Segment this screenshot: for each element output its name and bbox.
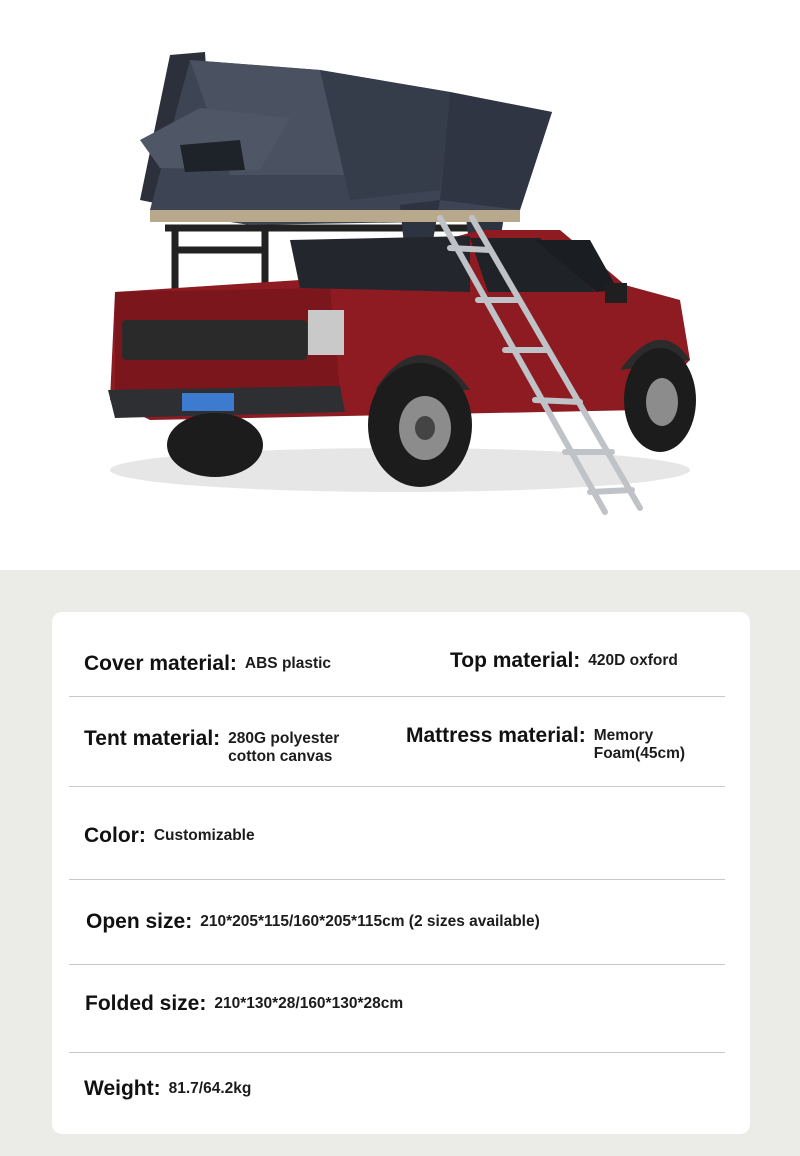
- spec-value: Customizable: [153, 827, 255, 844]
- truck-with-roof-tent-illustration: [0, 0, 800, 570]
- spec-color: [84, 824, 255, 848]
- divider: [69, 696, 725, 697]
- spec-label: Folded size:: [85, 992, 207, 1015]
- spec-value: [228, 727, 339, 766]
- spec-label: Color:: [84, 824, 146, 847]
- spec-label: Top material:: [450, 649, 581, 672]
- product-photo: [0, 0, 800, 570]
- spec-label: Weight:: [84, 1077, 161, 1100]
- spec-top-material: [450, 649, 678, 673]
- spec-card: [52, 612, 750, 1134]
- divider: [69, 786, 725, 787]
- spec-value: ABS plastic: [244, 655, 332, 672]
- spec-mattress-material: [406, 724, 685, 763]
- spec-label: Mattress material:: [406, 724, 586, 747]
- spec-value-line: Memory: [593, 727, 654, 744]
- spec-value: 81.7/64.2kg: [168, 1080, 252, 1097]
- spec-value: 420D oxford: [588, 652, 678, 669]
- spec-open-size: [86, 910, 540, 934]
- spec-label: Open size:: [86, 910, 193, 933]
- spec-value-line: Foam(45cm): [593, 745, 686, 762]
- spec-value: 210*130*28/160*130*28cm: [214, 995, 404, 1012]
- spec-label: Cover material:: [84, 652, 237, 675]
- divider: [69, 964, 725, 965]
- spec-value: [594, 724, 685, 763]
- spec-tent-material: [84, 727, 339, 766]
- spec-value-line: cotton canvas: [228, 748, 333, 765]
- spec-weight: [84, 1077, 251, 1101]
- divider: [69, 879, 725, 880]
- spec-value: 210*205*115/160*205*115cm (2 sizes available): [200, 913, 540, 930]
- spec-value-line: 280G polyester: [228, 730, 340, 747]
- spec-folded-size: [85, 992, 403, 1016]
- spec-cover-material: [84, 652, 331, 676]
- spec-label: Tent material:: [84, 727, 221, 750]
- divider: [69, 1052, 725, 1053]
